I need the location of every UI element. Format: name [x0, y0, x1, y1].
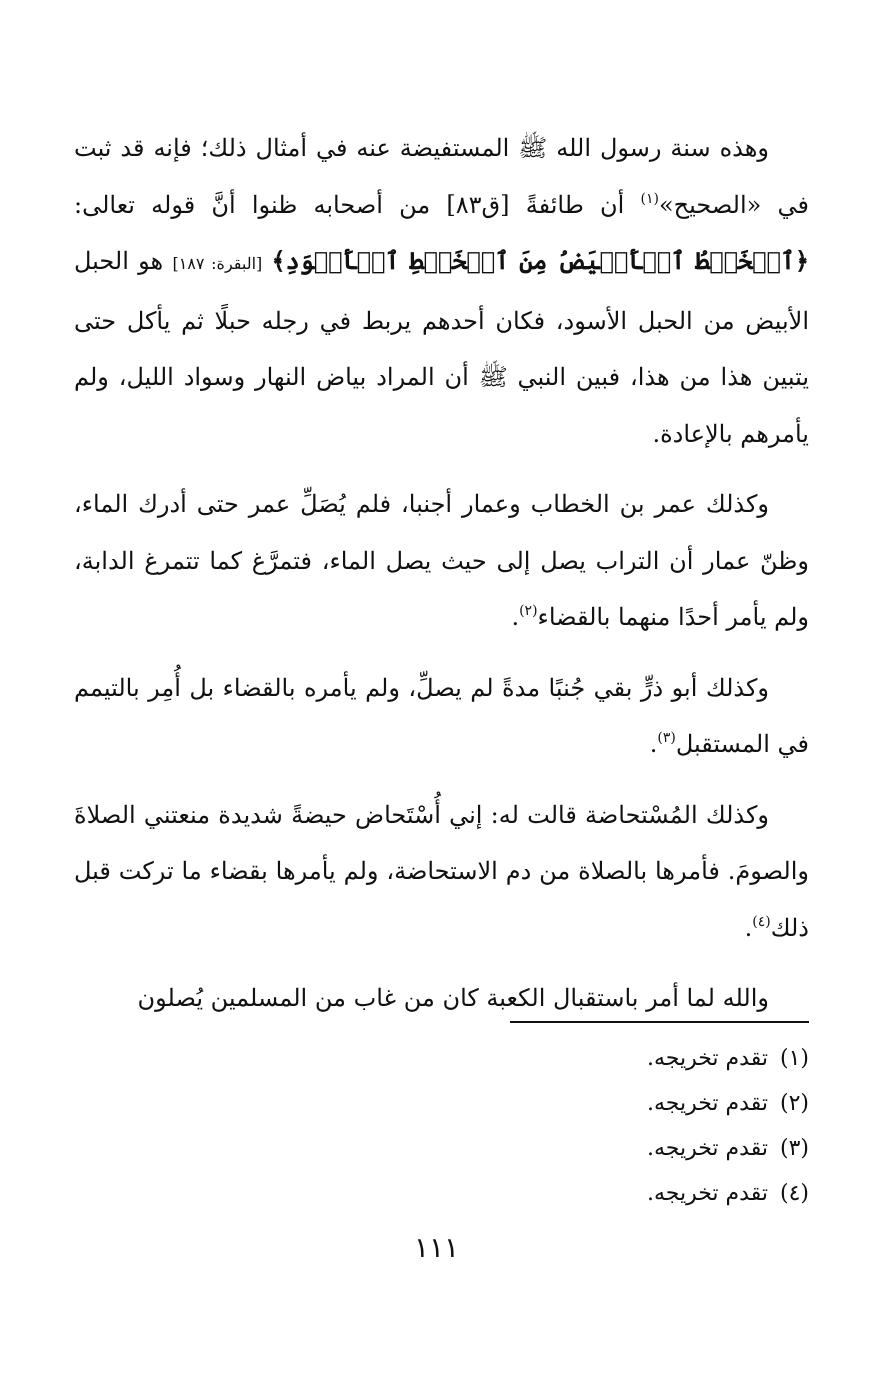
footnote-number: (٢): [779, 1091, 809, 1116]
page-number: ١١١: [413, 1231, 460, 1264]
footnote-separator: [510, 1021, 809, 1023]
footnote-number: (٣): [779, 1136, 809, 1161]
footnote-number: (٤): [779, 1181, 809, 1206]
footnote-text: تقدم تخريجه.: [646, 1181, 768, 1206]
footnote-1: [409, 1036, 809, 1081]
paragraph-4: [74, 787, 809, 957]
paragraph-3-text: وكذلك أبو ذرٍّ بقي جُنبًا مدةً لم يصلِّ، ولم يأمره بالقضاء بل أُمِر بالتيمم في المستقبل: [74, 673, 809, 758]
footnote-ref-3[interactable]: (٣): [657, 730, 676, 746]
footnote-text: تقدم تخريجه.: [646, 1091, 768, 1116]
footnote-number: (١): [779, 1046, 809, 1071]
paragraph-2-text: وكذلك عمر بن الخطاب وعمار أجنبا، فلم يُصَلِّ عمر حتى أدرك الماء، وظنّ عمار أن التراب يصل إلى حيث يصل الماء، فتمرَّغ كما تتمرغ الدابة، ولم يأمر أحدًا منهما بالقضاء: [74, 490, 809, 631]
paragraph-3: [74, 660, 809, 773]
paragraph-1-text-2: أن طائفةً [ق٨٣] من أصحابه ظنوا أنَّ قوله تعالى:: [74, 190, 641, 219]
footnote-4: [409, 1171, 809, 1216]
footnote-2: [409, 1081, 809, 1126]
main-text: [74, 120, 809, 1027]
quran-verse: ﴿ٱلۡخَيۡطُ ٱلۡأَبۡيَضُ مِنَ ٱلۡخَيۡطِ ٱلۡأَسۡوَدِ﴾: [271, 246, 810, 275]
paragraph-4-text: وكذلك المُسْتحاضة قالت له: إني أُسْتَحاض حيضةً شديدة منعتني الصلاةَ والصومَ. فأمرها بالصلاة من دم الاستحاضة، ولم يأمرها بقضاء ما تركت قبل ذلك: [74, 800, 809, 942]
footnote-3: [409, 1126, 809, 1171]
footnote-text: تقدم تخريجه.: [646, 1046, 768, 1071]
paragraph-4-end: .: [744, 913, 753, 942]
paragraph-5: [74, 970, 809, 1027]
paragraph-1-text: وهذه سنة رسول الله ﷺ المستفيضة عنه في أمثال ذلك؛ فإنه قد ثبت في «الصحيح»: [74, 134, 810, 219]
paragraph-1-text-3: هو الحبل الأبيض من الحبل الأسود، فكان أحدهم يربط في رجله حبلًا ثم يأكل حتى يتبين هذا من هذا، فبين النبي ﷺ أن المراد بياض النهار وسواد الليل، ولم يأمرهم بالإعادة.: [74, 247, 809, 448]
footnote-ref-1[interactable]: (١): [640, 190, 659, 207]
footnote-ref-4[interactable]: (٤): [752, 913, 771, 930]
paragraph-2: [74, 476, 809, 646]
paragraph-3-end: .: [649, 730, 658, 758]
paragraph-5-text: والله لما أمر باستقبال الكعبة كان من غاب من المسلمين يُصلون: [137, 984, 769, 1012]
paragraph-2-end: .: [511, 603, 520, 631]
footnote-text: تقدم تخريجه.: [646, 1136, 768, 1161]
paragraph-1: [74, 120, 809, 462]
footnote-ref-2[interactable]: (٢): [519, 603, 538, 619]
footnotes: [409, 1036, 809, 1216]
quran-reference: [البقرة: ١٨٧]: [172, 254, 263, 273]
